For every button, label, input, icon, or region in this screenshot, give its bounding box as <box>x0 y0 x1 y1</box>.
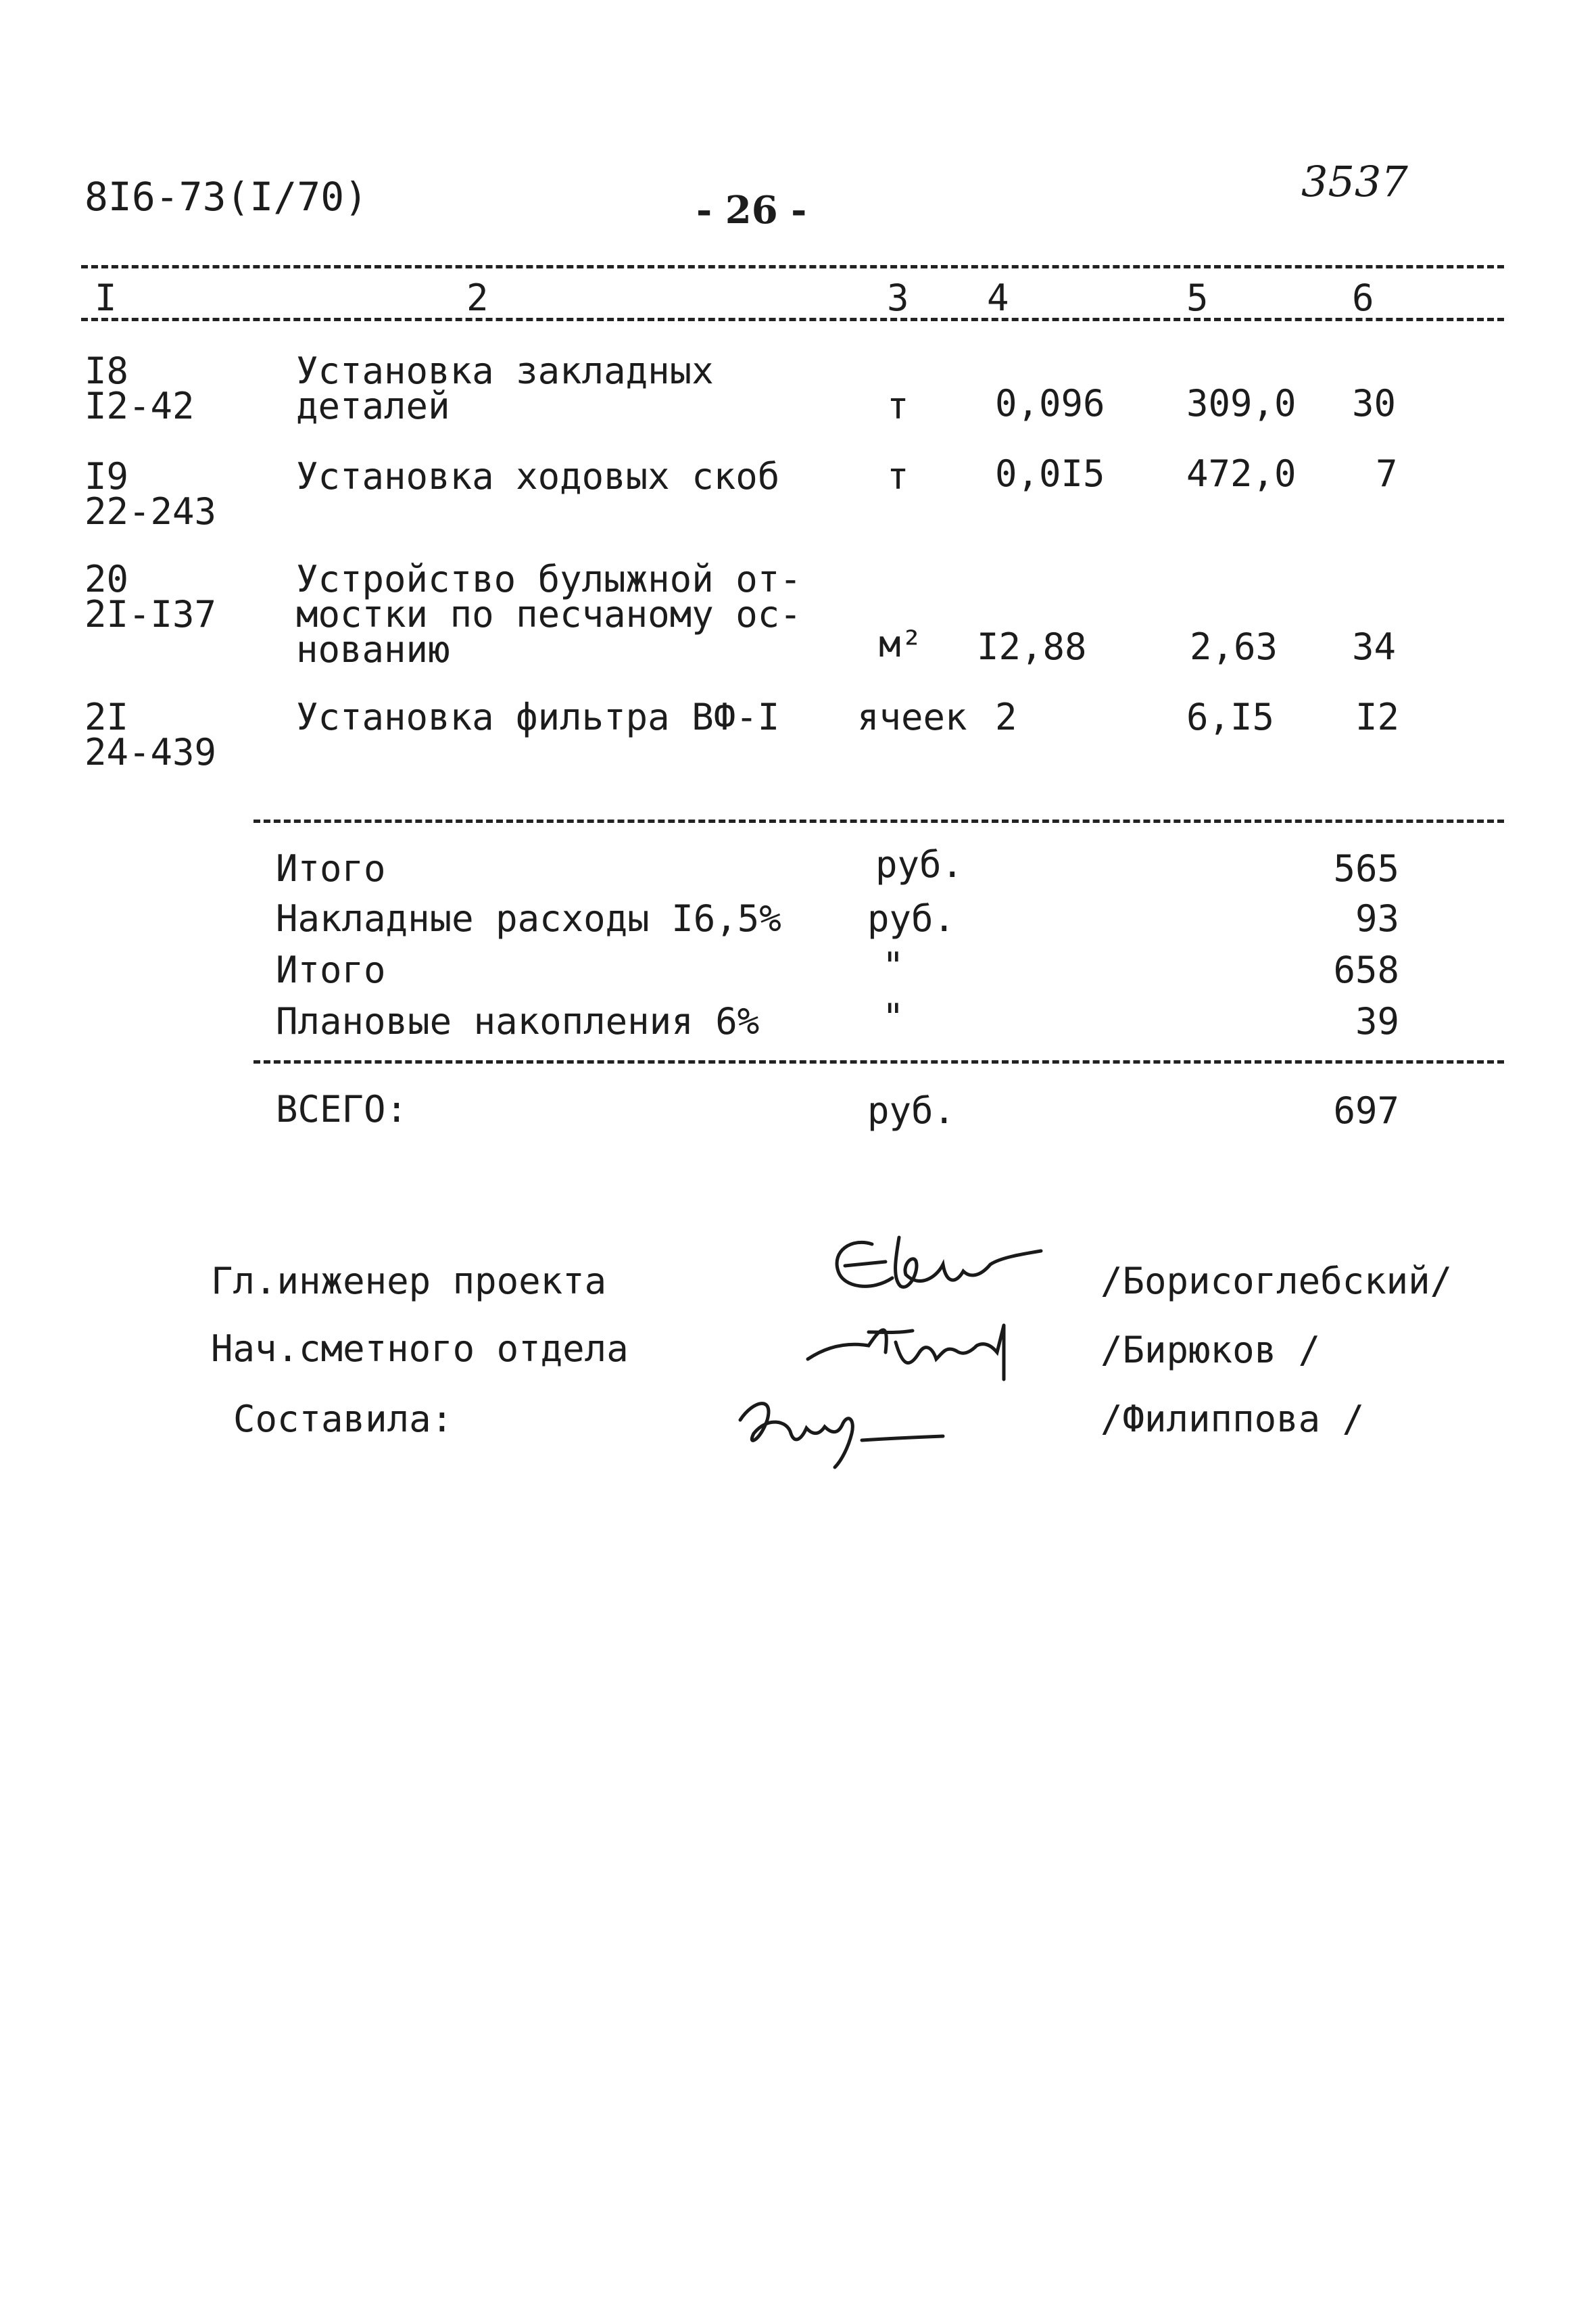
signature-name: /Бирюков / <box>1100 1329 1321 1371</box>
row-name-line: деталей <box>296 385 450 427</box>
summary-value: 93 <box>1355 897 1399 940</box>
row-number: 2I <box>84 696 129 738</box>
column-header-4: 4 <box>987 277 1009 319</box>
signature-name: /Борисоглебский/ <box>1100 1260 1453 1302</box>
row-name-line: Устройство булыжной от- <box>296 558 802 600</box>
column-header-1: I <box>95 277 117 319</box>
header-top-rule <box>81 265 1504 268</box>
summary-unit: руб. <box>867 897 956 940</box>
row-unit-price: 2,63 <box>1190 625 1278 668</box>
header-bottom-rule <box>81 318 1504 321</box>
summary-value: 658 <box>1333 949 1399 991</box>
signature-role: Составила: <box>233 1398 454 1440</box>
sheet-number: 3537 <box>1301 157 1408 206</box>
document-code: 8I6-73(I/70) <box>84 174 368 220</box>
row-total: I2 <box>1355 696 1400 738</box>
row-quantity: 2 <box>995 696 1017 738</box>
grand-total-value: 697 <box>1333 1089 1399 1132</box>
row-code: 22-243 <box>84 490 217 533</box>
handwritten-signature-compiler <box>727 1379 970 1474</box>
summary-bottom-rule <box>253 1060 1504 1064</box>
row-total: 30 <box>1352 382 1397 425</box>
summary-label: Накладные расходы I6,5% <box>276 897 781 940</box>
page-number: - 26 - <box>696 188 807 233</box>
row-quantity: 0,0I5 <box>995 452 1105 495</box>
column-header-2: 2 <box>466 277 489 319</box>
summary-label: Итого <box>276 949 386 991</box>
signature-role: Нач.сметного отдела <box>211 1327 629 1370</box>
row-unit-price: 6,I5 <box>1186 696 1275 738</box>
row-name-line: Установка фильтра ВФ-I <box>296 696 780 738</box>
row-unit: м² <box>879 623 923 665</box>
summary-unit: " <box>882 945 904 987</box>
handwritten-signature-chief-engineer <box>825 1224 1061 1312</box>
summary-value: 565 <box>1333 847 1399 890</box>
row-code: 24-439 <box>84 731 217 774</box>
row-name-line: Установка закладных <box>296 350 714 392</box>
row-name-line: мостки по песчаному ос- <box>296 593 802 636</box>
row-quantity: I2,88 <box>977 625 1087 668</box>
summary-unit: " <box>882 996 904 1039</box>
row-unit: т <box>887 455 909 498</box>
signature-role: Гл.инженер проекта <box>211 1260 607 1302</box>
row-unit: т <box>887 385 909 427</box>
summary-value: 39 <box>1355 1000 1399 1043</box>
grand-total-label: ВСЕГО: <box>276 1088 408 1131</box>
column-header-3: 3 <box>887 277 909 319</box>
row-number: I8 <box>84 350 129 392</box>
signature-name: /Филиппова / <box>1100 1398 1365 1440</box>
row-code: I2-42 <box>84 385 195 427</box>
column-header-5: 5 <box>1186 277 1209 319</box>
row-name-line: Установка ходовых скоб <box>296 455 780 498</box>
column-header-6: 6 <box>1352 277 1374 319</box>
row-total: 7 <box>1376 452 1398 495</box>
summary-label: Итого <box>276 847 386 890</box>
grand-total-unit: руб. <box>867 1089 956 1132</box>
row-number: 20 <box>84 558 129 600</box>
row-quantity: 0,096 <box>995 382 1105 425</box>
row-unit-price: 309,0 <box>1186 382 1297 425</box>
row-number: I9 <box>84 455 129 498</box>
summary-top-rule <box>253 820 1504 823</box>
row-unit-price: 472,0 <box>1186 452 1297 495</box>
summary-unit: руб. <box>875 843 964 886</box>
row-name-line: нованию <box>296 628 450 671</box>
row-unit: ячеек <box>857 696 967 738</box>
row-total: 34 <box>1352 625 1397 668</box>
row-code: 2I-I37 <box>84 593 217 636</box>
summary-label: Плановые накопления 6% <box>276 1000 760 1043</box>
